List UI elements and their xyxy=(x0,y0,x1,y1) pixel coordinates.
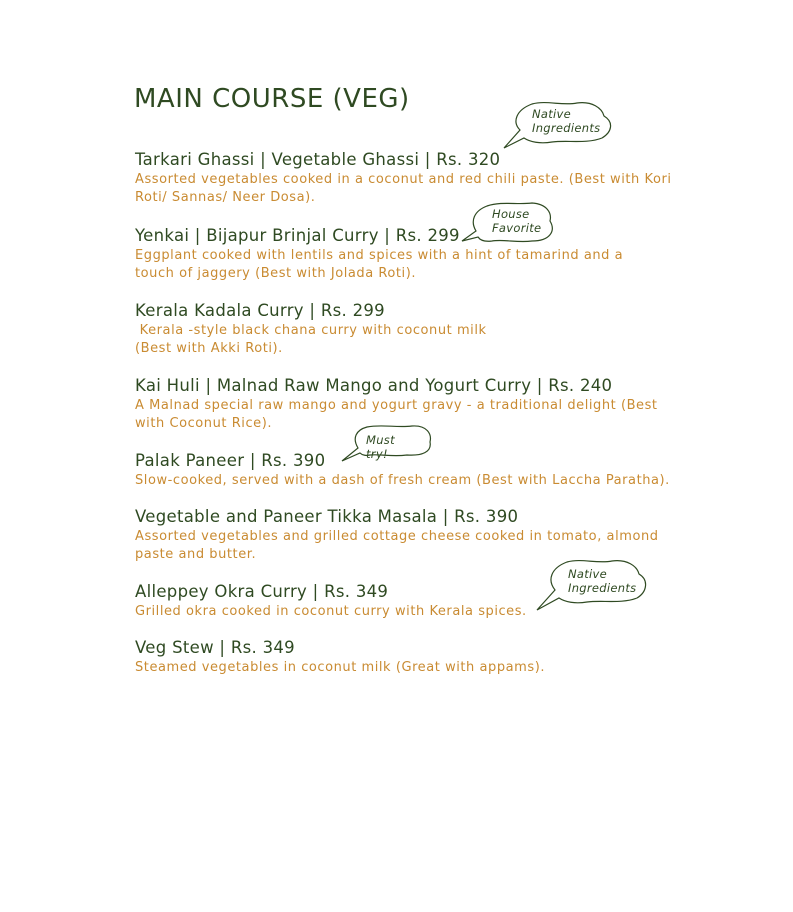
item-name: Tarkari Ghassi | Vegetable Ghassi | Rs. 320 xyxy=(135,150,501,169)
item-description: Grilled okra cooked in coconut curry with Kerala spices. xyxy=(135,604,527,619)
item-description: Slow-cooked, served with a dash of fresh cream (Best with Laccha Paratha). xyxy=(135,473,670,488)
item-description: (Best with Akki Roti). xyxy=(135,341,283,356)
menu-item xyxy=(135,300,695,358)
item-name: Yenkai | Bijapur Brinjal Curry | Rs. 299 xyxy=(135,226,460,245)
item-description: A Malnad special raw mango and yogurt gravy - a traditional delight (Best with Coconut Rice). xyxy=(135,398,658,431)
menu-page: MAIN COURSE (VEG) Tarkari Ghassi | Vegetable Ghassi | Rs. 320 Assorted vegetables cooked in a coconut and red chili paste. (Best with Kori Roti/ Sannas/ Neer Dosa). Yenkai | Bijapur Brinjal Curry | Rs. 299 Eggplant cooked with lentils and spices with a hint of tamarind and a touch of jaggery (Best with Jolada Roti). Kerala Kadala Curry | Rs. 299 Kerala -style black chana curry with coconut milk (Best with Akki Roti). Kai Huli | Malnad Raw Mango and Yogurt Curry | Rs. 240 A Malnad special raw mango and yogurt gravy - a traditional delight (Best with Coconut Rice). Palak Paneer | Rs. 390 Slow-cooked, served with a dash of fresh cream (Best with Laccha Paratha). Vegetable and Paneer Tikka Masala | Rs. 390 Assorted vegetables and grilled cottage cheese cooked in tomato, almond paste and butter. Alleppey Okra Curry | Rs. 349 Grilled okra cooked in coconut curry with Kerala spices. Veg Stew | Rs. 349 Steamed vegetables in coconut milk (Great with appams). Native Ingredients House Favorite Must try! Native Ingredients xyxy=(0,0,793,912)
item-name: Veg Stew | Rs. 349 xyxy=(135,638,295,657)
item-description: Eggplant cooked with lentils and spices with a hint of tamarind and a touch of jaggery (Best with Jolada Roti). xyxy=(135,248,624,281)
menu-item xyxy=(135,225,640,283)
item-description: Kerala -style black chana curry with coconut milk xyxy=(135,323,487,338)
item-name: Kai Huli | Malnad Raw Mango and Yogurt Curry | Rs. 240 xyxy=(135,376,613,395)
section-title: MAIN COURSE (VEG) xyxy=(134,84,410,114)
item-name: Vegetable and Paneer Tikka Masala | Rs. 390 xyxy=(135,507,519,526)
item-description: Assorted vegetables cooked in a coconut and red chili paste. (Best with Kori Roti/ Sannas/ Neer Dosa). xyxy=(135,172,672,205)
item-description: Assorted vegetables and grilled cottage cheese cooked in tomato, almond paste and butter. xyxy=(135,529,659,562)
item-name: Kerala Kadala Curry | Rs. 299 xyxy=(135,301,385,320)
menu-item xyxy=(135,149,695,207)
item-name: Alleppey Okra Curry | Rs. 349 xyxy=(135,582,389,601)
item-description: Steamed vegetables in coconut milk (Great with appams). xyxy=(135,660,546,675)
menu-item xyxy=(135,637,695,677)
menu-item xyxy=(135,506,685,564)
item-name: Palak Paneer | Rs. 390 xyxy=(135,451,326,470)
